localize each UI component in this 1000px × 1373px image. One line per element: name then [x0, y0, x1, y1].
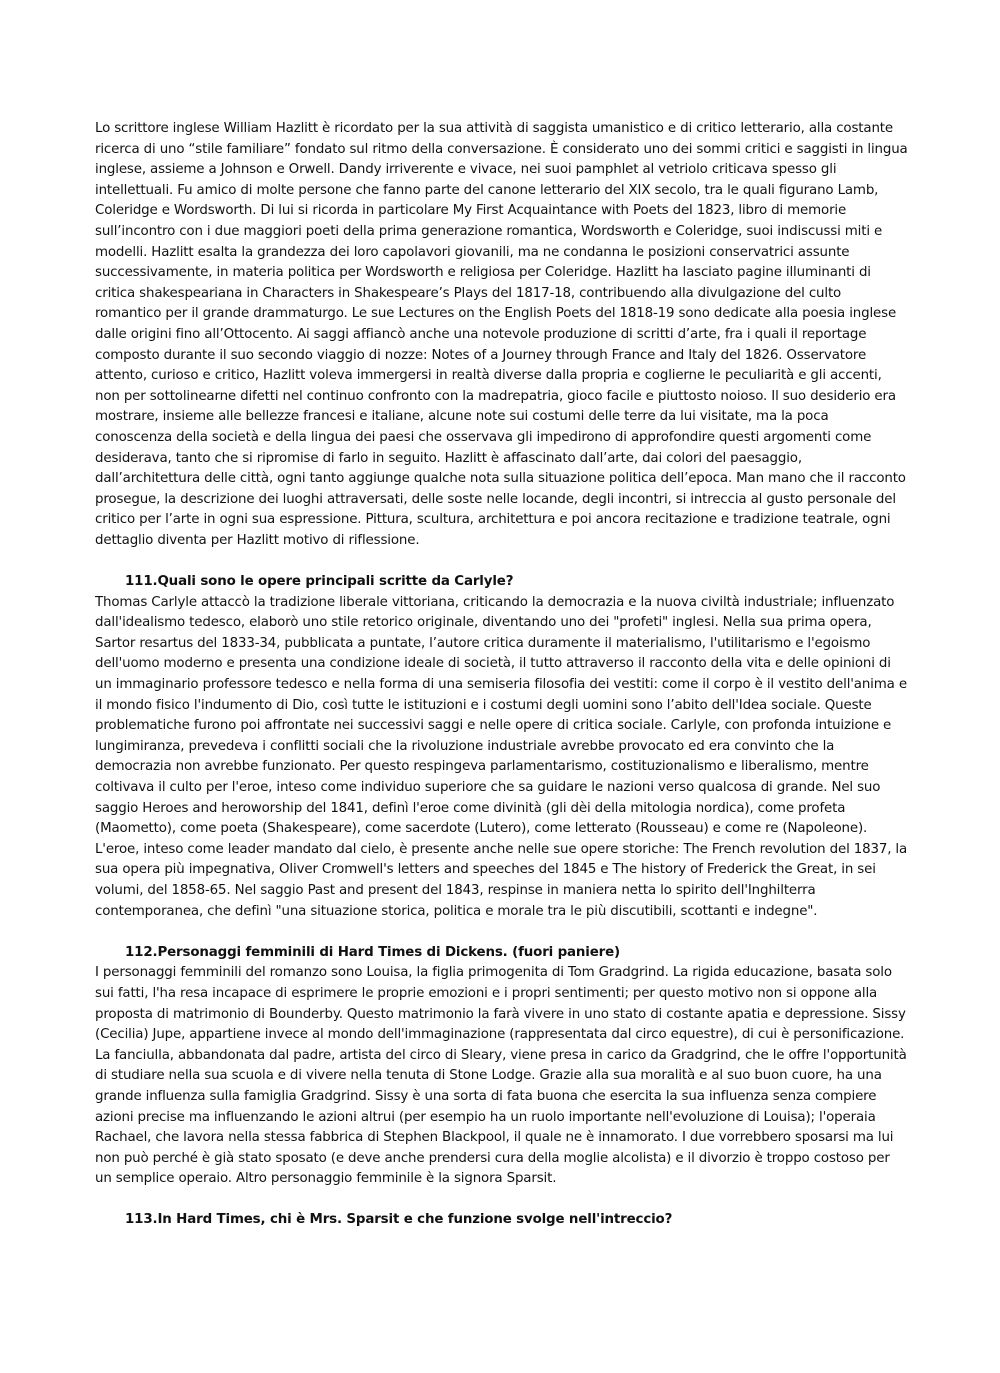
question-number: 112.	[125, 944, 158, 960]
paragraph-spacer	[95, 922, 908, 943]
answer-paragraph-111: Thomas Carlyle attaccò la tradizione liberale vittoriana, criticando la democrazia e la nuova civiltà industriale; influenzato dall'idealismo tedesco, elaborò uno stile retorico originale, diventando uno dei "profeti" inglesi. Nella sua prima opera, Sartor resartus del 1833-34, pubblicata a puntate, l’autore critica duramente il materialismo, l'utilitarismo e l'egoismo dell'uomo moderno e presenta una condizione ideale di società, il tutto attraverso il racconto della vita e delle opinioni di un immaginario professore tedesco e nella forma di una semiseria filosofia dei vestiti: come il corpo è il vestito dell'anima e il mondo fisico l'indumento di Dio, così tutte le istituzioni e i costumi degli uomini sono l’abito dell'Idea sociale. Queste problematiche furono poi affrontate nei successivi saggi e nelle opere di critica sociale. Carlyle, con profonda intuizione e lungimiranza, prevedeva i conflitti sociali che la rivoluzione industriale avrebbe provocato ed era convinto che la democrazia non avrebbe funzionato. Per questo respingeva parlamentarismo, costituzionalismo e liberalismo, mentre coltivava il culto per l'eroe, inteso come individuo superiore che sa guidare le nazioni verso qualcosa di grande. Nel suo saggio Heroes and heroworship del 1841, definì l'eroe come divinità (gli dèi della mitologia nordica), come profeta (Maometto), come poeta (Shakespeare), come sacerdote (Lutero), come letterato (Rousseau) e come re (Napoleone). L'eroe, inteso come leader mandato dal cielo, è presente anche nelle sue opere storiche: The French revolution del 1837, la sua opera più impegnativa, Oliver Cromwell's letters and speeches del 1845 e The history of Frederick the Great, in sei volumi, del 1858-65. Nel saggio Past and present del 1843, respinse in maniera netta lo spirito dell'Inghilterra contemporanea, che definì "una situazione storica, politica e morale tra le più discutibili, scottanti e indegne".	[95, 594, 908, 919]
question-text: Personaggi femminili di Hard Times di Dickens. (fuori paniere)	[157, 944, 621, 960]
paragraph-spacer	[95, 551, 908, 572]
paragraph-spacer	[95, 1190, 908, 1211]
answer-paragraph-112: I personaggi femminili del romanzo sono Louisa, la figlia primogenita di Tom Gradgrind. La rigida educazione, basata solo sui fatti, l'ha resa incapace di esprimere le proprie emozioni e i propri sentimenti; per questo motivo non si oppone alla proposta di matrimonio di Bounderby. Questo matrimonio la farà vivere in uno stato di costante apatia e depressione. Sissy (Cecilia) Jupe, appartiene invece al mondo dell'immaginazione (rappresentata dal circo equestre), di cui è personificazione. La fanciulla, abbandonata dal padre, artista del circo di Sleary, viene presa in carico da Gradgrind, che le offre l'opportunità di studiare nella sua scuola e di vivere nella tenuta di Stone Lodge. Grazie alla sua moralità e al suo buon cuore, ha una grande influenza sulla famiglia Gradgrind. Sissy è una sorta di fata buona che esercita la sua influenza senza compiere azioni precise ma influenzando le azioni altrui (per esempio ha un ruolo importante nell'evoluzione di Louisa); l'operaia Rachael, che lavora nella stessa fabbrica di Stephen Blackpool, il quale ne è innamorato. I due vorrebbero sposarsi ma lui non può perché è già stato sposato (e deve anche prendersi cura della moglie alcolista) e il divorzio è troppo costoso per un semplice operaio. Altro personaggio femminile è la signora Sparsit.	[95, 965, 907, 1187]
question-text: Quali sono le opere principali scritte da Carlyle?	[157, 574, 514, 590]
intro-paragraph: Lo scrittore inglese William Hazlitt è ricordato per la sua attività di saggista umanistico e di critico letterario, alla costante ricerca di uno “stile familiare” fondato sul ritmo della conversazione. È considerato uno dei sommi critici e saggisti in lingua inglese, assieme a Johnson e Orwell. Dandy irriverente e vivace, nei suoi pamphlet al vetriolo criticava spesso gli intellettuali. Fu amico di molte persone che fanno parte del canone letterario del XIX secolo, tra le quali figurano Lamb, Coleridge e Wordsworth. Di lui si ricorda in particolare My First Acquaintance with Poets del 1823, libro di memorie sull’incontro con i due maggiori poeti della prima generazione romantica, Wordsworth e Coleridge, suoi indiscussi miti e modelli. Hazlitt esalta la grandezza dei loro capolavori giovanili, ma ne condanna le posizioni conservatrici assunte successivamente, in materia politica per Wordsworth e religiosa per Coleridge. Hazlitt ha lasciato pagine illuminanti di critica shakespeariana in Characters in Shakespeare’s Plays del 1817-18, contribuendo alla divulgazione del culto romantico per il grande drammaturgo. Le sue Lectures on the English Poets del 1818-19 sono dedicate alla poesia inglese dalle origini fino all’Ottocento. Ai saggi affiancò anche una notevole produzione di scritti d’arte, fra i quali il reportage composto durante il suo secondo viaggio di nozze: Notes of a Journey through France and Italy del 1826. Osservatore attento, curioso e critico, Hazlitt voleva immergersi in realtà diverse dalla propria e coglierne le peculiarità e gli accenti, non per sottolinearne difetti nel continuo confronto con la madrepatria, gioco facile e piuttosto noioso. Il suo desiderio era mostrare, insieme alle bellezze francesi e italiane, alcune note sui costumi delle terre da lui visitate, ma la poca conoscenza della società e della lingua dei paesi che osservava gli impedirono di approfondire questi argomenti come desiderava, tanto che si ripromise di farlo in seguito. Hazlitt è affascinato dall’arte, dai colori del paesaggio, dall’architettura delle città, ogni tanto aggiunge qualche nota sulla situazione politica dell’epoca. Man mano che il racconto prosegue, la descrizione dei luoghi attraversati, delle soste nelle locande, degli incontri, si intreccia al gusto personale del critico per l’arte in ogni sua espressione. Pittura, scultura, architettura e poi ancora recitazione e tradizione teatrale, ogni dettaglio diventa per Hazlitt motivo di riflessione.	[95, 121, 908, 548]
question-text: In Hard Times, chi è Mrs. Sparsit e che funzione svolge nell'intreccio?	[157, 1212, 673, 1228]
question-heading-113	[95, 1210, 908, 1231]
question-heading-111	[95, 572, 908, 593]
question-number: 111.	[125, 574, 158, 590]
question-heading-112	[95, 943, 908, 964]
question-number: 113.	[125, 1212, 158, 1228]
